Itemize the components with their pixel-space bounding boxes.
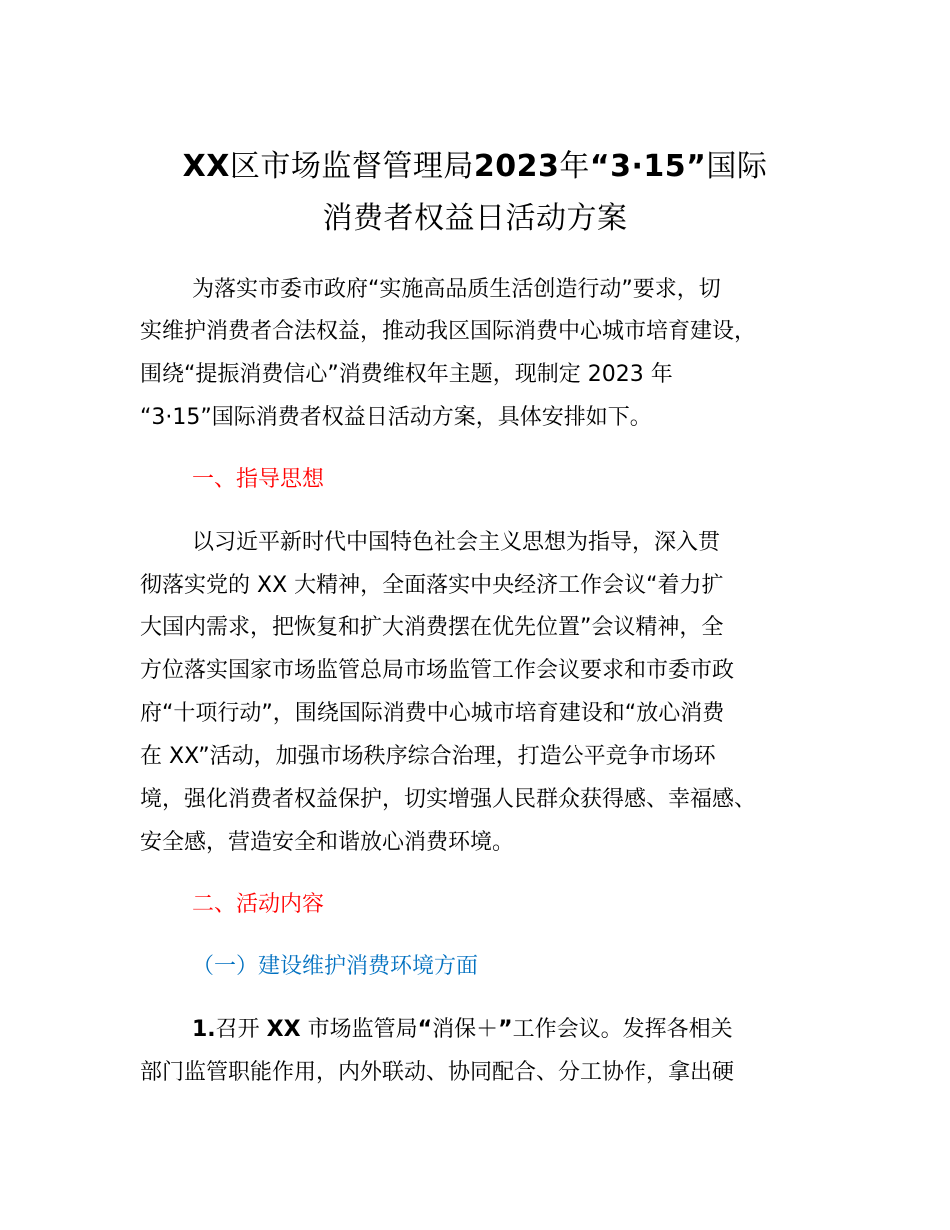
item-1-line-1 xyxy=(192,1014,733,1046)
item-1-text-b: 市场监管局 xyxy=(300,1017,418,1042)
item-1-close-quote: ” xyxy=(498,1017,513,1042)
item-1-text-a: 召开 xyxy=(215,1017,267,1042)
intro-line-4: “3·15”国际消费者权益日活动方案，具体安排如下。 xyxy=(140,405,652,430)
section-1-heading: 一、指导思想 xyxy=(192,467,325,492)
item-1-open-quote: “ xyxy=(417,1017,433,1042)
document-title-line-2: 消费者权益日活动方案 xyxy=(322,201,628,236)
title-text-c: 国际 xyxy=(706,149,768,184)
section-2-heading: 二、活动内容 xyxy=(192,892,325,917)
title-text-a: 区市场监督管理局 xyxy=(229,149,474,184)
section-1-line-2: 彻落实党的 XX 大精神，全面落实中央经济工作会议“着力扩 xyxy=(140,573,724,598)
title-315: “3·15” xyxy=(589,149,707,184)
intro-line-2: 实维护消费者合法权益，推动我区国际消费中心城市培育建设， xyxy=(140,319,757,344)
item-1-text-d: 工作会议。发挥各相关 xyxy=(512,1017,733,1042)
item-1-xx: XX xyxy=(266,1017,301,1042)
title-text-b: 年 xyxy=(559,149,590,184)
intro-line-3: 围绕“提振消费信心”消费维权年主题，现制定 2023 年 xyxy=(140,362,673,387)
section-1-line-5: 府“十项行动”，围绕国际消费中心城市培育建设和“放心消费 xyxy=(140,701,725,726)
document-title-line-1 xyxy=(0,142,950,192)
item-1-line-2: 部门监管职能作用，内外联动、协同配合、分工协作，拿出硬 xyxy=(140,1060,735,1085)
intro-line-1: 为落实市委市政府“实施高品质生活创造行动”要求，切 xyxy=(192,277,721,302)
section-1-line-4: 方位落实国家市场监管总局市场监管工作会议要求和市委市政 xyxy=(140,658,735,683)
item-1-text-c: 消保＋ xyxy=(432,1017,499,1042)
section-1-line-8: 安全感，营造安全和谐放心消费环境。 xyxy=(140,830,515,855)
section-1-line-6: 在 XX”活动，加强市场秩序综合治理，打造公平竞争市场环 xyxy=(140,744,716,769)
section-1-line-3: 大国内需求，把恢复和扩大消费摆在优先位置”会议精神，全 xyxy=(140,615,724,640)
section-1-line-1: 以习近平新时代中国特色社会主义思想为指导，深入贯 xyxy=(192,530,721,555)
section-2-subheading: （一）建设维护消费环境方面 xyxy=(192,954,479,979)
item-1-number: 1. xyxy=(192,1017,216,1042)
section-1-line-7: 境，强化消费者权益保护，切实增强人民群众获得感、幸福感、 xyxy=(140,787,757,812)
title-xx: XX xyxy=(182,149,230,184)
title-year: 2023 xyxy=(473,149,560,184)
